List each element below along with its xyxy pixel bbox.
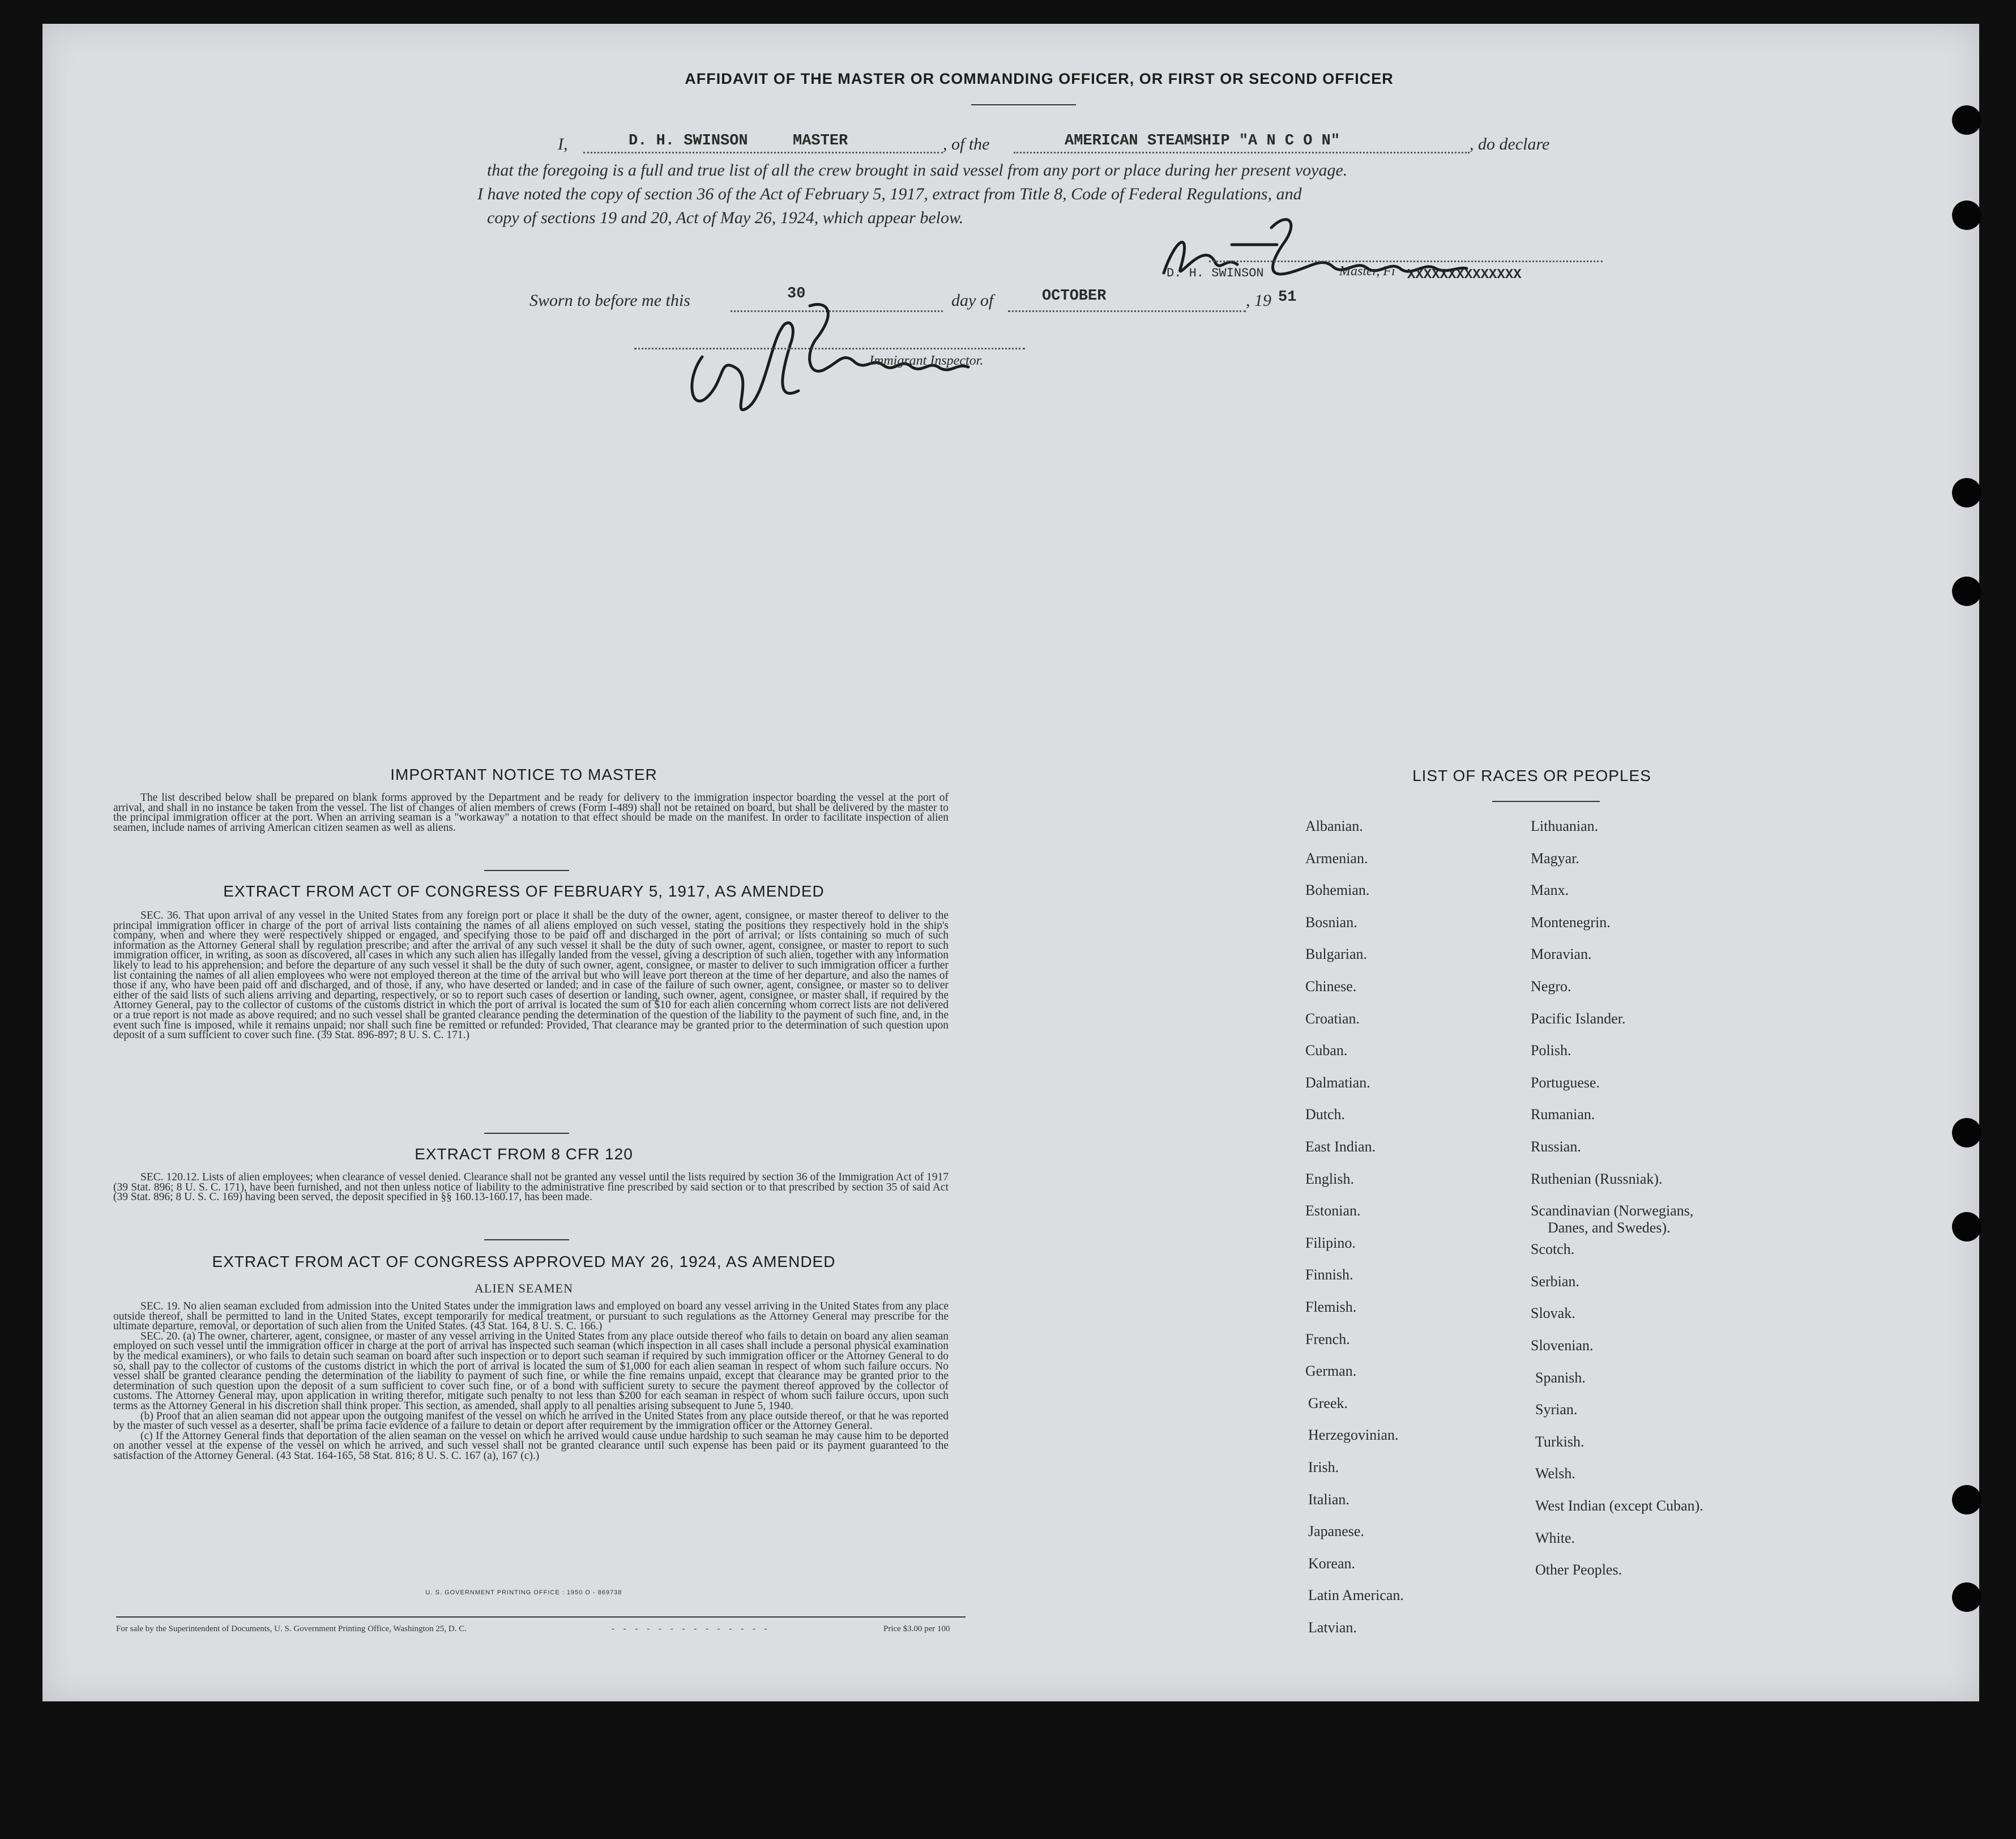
race-entry: Other Peoples. (1535, 1561, 1622, 1578)
inspector-label: Immigrant Inspector. (869, 353, 984, 368)
affidavit-line-4: copy of sections 19 and 20, Act of May 26, 1924, which appear below. (487, 208, 964, 227)
master-signature-line (1209, 261, 1603, 262)
race-entry: Armenian. (1305, 850, 1368, 867)
do-declare-text: , do declare (1470, 135, 1550, 153)
punch-hole (1952, 105, 1981, 135)
race-entry: English. (1305, 1171, 1354, 1187)
race-entry: Dutch. (1305, 1106, 1346, 1123)
race-entry: Greek. (1308, 1395, 1348, 1411)
punch-hole (1952, 577, 1981, 606)
year-suffix: 51 (1278, 289, 1297, 306)
name-blank (583, 152, 943, 153)
race-entry: Moravian. (1531, 946, 1592, 962)
sec-19-paragraph: SEC. 19. No alien seaman excluded from admission into the United States under the immigration laws and employed on board any vessel arriving in the United States from any place outside thereof, shall be permitted to land in the United States, except temporarily for medical treatment, or pursuant to such regulations as the Attorney General may prescribe for the ultimate departure, removal, or deportation of such alien from the United States. (43 Stat. 164, 8 U. S. C. 166.) (113, 1300, 949, 1333)
race-entry: Slovak. (1531, 1305, 1575, 1321)
affidavit-line-1 (487, 135, 1605, 159)
punch-hole (1952, 1118, 1981, 1147)
race-entry: German. (1305, 1363, 1357, 1379)
title-rule (971, 104, 1076, 105)
signer-name: D. H. SWINSON (1167, 266, 1264, 280)
race-entry: Finnish. (1305, 1266, 1353, 1283)
master-rank: MASTER (793, 133, 848, 150)
race-entry: Albanian. (1305, 818, 1363, 834)
race-entry: Spanish. (1535, 1369, 1586, 1386)
race-entry: Ruthenian (Russniak). (1531, 1171, 1663, 1187)
of-the-text: , of the (943, 135, 990, 153)
printing-office-note: U. S. GOVERNMENT PRINTING OFFICE : 1950 O - 869738 (425, 1589, 622, 1596)
race-entry: Herzegovinian. (1308, 1427, 1399, 1443)
race-entry: Bulgarian. (1305, 946, 1368, 962)
affidavit-line-3: I have noted the copy of section 36 of the Act of February 5, 1917, extract from Title 8, Code of Federal Regulations, and (477, 185, 1302, 203)
footer-sale-note: For sale by the Superintendent of Documents, U. S. Government Printing Office, Washington 25, D. C. (116, 1624, 467, 1633)
struck-officer-title: XXXXXXXXXXXXXX (1407, 267, 1522, 283)
race-entry: Polish. (1531, 1042, 1571, 1059)
race-entry: Italian. (1308, 1491, 1349, 1508)
race-entry: East Indian. (1305, 1138, 1376, 1155)
race-entry: Danes, and Swedes). (1548, 1219, 1671, 1236)
sec-20b-paragraph: (b) Proof that an alien seaman did not appear upon the outgoing manifest of the vessel on which he arrived in the United States from any place outside thereof, or that he was reported by the master of such vessel as a deserter, shall be prima facie evidence of a failure to detain or deport after requirement by the immigration officer or the Attorney General. (113, 1410, 949, 1432)
sworn-prefix: Sworn to before me this (529, 291, 690, 310)
extract-1924-subtitle: ALIEN SEAMEN (475, 1281, 573, 1295)
race-entry: Scotch. (1531, 1241, 1575, 1257)
sec-20a-paragraph: SEC. 20. (a) The owner, charterer, agent, consignee, or master of any vessel arriving in the United States from any place outside thereof who fails to detain on board any alien seaman employed on such vessel until the immigration officer in charge at the port of arrival has inspected such seaman (which inspection in all cases shall include a personal physical examination by the medical examiners), or who fails to detain such seaman on board after such inspection or to deport such seaman if required by such immigration officer or the Attorney General to do so, shall pay to the collector of customs of the customs district in which the port of arrival is located the sum of $1,000 for each alien seaman in respect of whom such failure occurs. No vessel shall be granted clearance pending the determination of the liability to payment of such fine, or while the fine remains unpaid, except that clearance may be granted prior to the determination of such question upon the deposit of a sum sufficient to cover such fine, or of a bond with sufficient surety to secure the payment thereof approved by the collector of customs. The Attorney General may, upon application in writing therefor, mitigate such penalty to not less than $200 for each seaman in respect of whom such failure occurs, upon such terms as the Attorney General in his discretion shall think proper. This section, as amended, shall apply to all penalties arising subsequent to June 5, 1940. (113, 1330, 949, 1412)
race-entry: Latvian. (1308, 1619, 1357, 1636)
intro-text: I, (558, 135, 568, 153)
extract-1917-text (113, 911, 949, 1040)
vessel-blank (1014, 152, 1470, 153)
sec-20c-paragraph: (c) If the Attorney General finds that deportation of the alien seaman on the vessel on which he arrived would cause undue hardship to such seaman he may cause him to be deported on another vessel at the expense of the vessel on which he arrived, and such vessel shall not be granted clearance until such expense has been paid or its payment guaranteed to the satisfaction of the Attorney General. (43 Stat. 164-165, 58 Stat. 816; 8 U. S. C. 167 (a), 167 (c).) (113, 1430, 949, 1462)
document-page (42, 24, 1979, 1701)
race-entry: Welsh. (1535, 1465, 1575, 1482)
master-name: D. H. SWINSON (629, 133, 748, 150)
race-entry: Magyar. (1531, 850, 1579, 867)
race-entry: Russian. (1531, 1138, 1581, 1155)
race-entry: Korean. (1308, 1555, 1356, 1572)
inspector-signature-line (634, 348, 1025, 349)
races-rule (1492, 801, 1600, 802)
punch-hole (1952, 1212, 1981, 1241)
extract-1924-text (113, 1302, 949, 1461)
race-entry: Cuban. (1305, 1042, 1348, 1059)
race-entry: Flemish. (1305, 1299, 1357, 1315)
sworn-day: 30 (787, 285, 806, 302)
footer-rule (116, 1616, 966, 1618)
race-entry: Estonian. (1305, 1202, 1361, 1219)
race-entry: Serbian. (1531, 1273, 1579, 1290)
year-prefix: , 19 (1246, 291, 1271, 310)
punch-hole (1952, 478, 1981, 507)
extract-1917-title: EXTRACT FROM ACT OF CONGRESS OF FEBRUARY 5, 1917, AS AMENDED (223, 882, 825, 900)
race-entry: Japanese. (1308, 1523, 1364, 1539)
extract-1924-title: EXTRACT FROM ACT OF CONGRESS APPROVED MAY 26, 1924, AS AMENDED (212, 1253, 836, 1270)
race-entry: Syrian. (1535, 1401, 1578, 1418)
race-entry: Montenegrin. (1531, 914, 1611, 931)
sec-120-paragraph: SEC. 120.12. Lists of alien employees; when clearance of vessel denied. Clearance shall not be granted any vessel until the lists required by section 36 of the Immigration Act of 1917 (39 Stat. 896; 8 U. S. C. 171), have been furnished, and not then unless notice of liability to the administrative fine prescribed by said section or to that prescribed by section 35 of said Act (39 Stat. 896; 8 U. S. C. 169) having been served, the deposit specified in §§ 160.13-160.17, has been made. (113, 1171, 949, 1204)
race-entry: Pacific Islander. (1531, 1010, 1626, 1027)
race-entry: Croatian. (1305, 1010, 1360, 1027)
punch-hole (1952, 1485, 1981, 1514)
section-rule (484, 870, 569, 871)
notice-text (113, 793, 949, 833)
race-entry: Portuguese. (1531, 1074, 1600, 1091)
races-title: LIST OF RACES OR PEOPLES (1412, 767, 1651, 784)
race-entry: Chinese. (1305, 978, 1357, 995)
race-entry: Rumanian. (1531, 1106, 1595, 1123)
race-entry: Turkish. (1535, 1433, 1584, 1450)
vessel-name: AMERICAN STEAMSHIP "A N C O N" (1065, 133, 1340, 150)
affidavit-line-2: that the foregoing is a full and true list of all the crew brought in said vessel from any port or place during her present voyage. (487, 161, 1348, 180)
race-entry: Scandinavian (Norwegians, (1531, 1202, 1694, 1219)
section-rule (484, 1133, 569, 1134)
notice-paragraph: The list described below shall be prepared on blank forms approved by the Department and be ready for delivery to the immigration inspector boarding the vessel at the port of arrival, and shall in no instance be taken from the vessel. The list of changes of alien members of crews (Form I-489) shall not be retained on board, but shall be delivered by the master to the principal immigration officer at the port. When an arriving seaman is a "workaway" a notation to that effect should be made on the manifest. In order to facilitate inspection of alien seamen, include names of arriving American citizen seamen as well as aliens. (113, 792, 949, 834)
race-entry: White. (1535, 1530, 1575, 1546)
race-entry: Latin American. (1308, 1587, 1404, 1603)
signer-role: Master, Fi (1339, 264, 1395, 279)
footer-price: Price $3.00 per 100 (883, 1624, 950, 1633)
sec-36-paragraph: SEC. 36. That upon arrival of any vessel in the United States from any foreign port or place it shall be the duty of the owner, agent, consignee, or master thereof to deliver to the principal immigration officer in charge of the port of arrival lists containing the names of all aliens employed on such vessel, stating the positions they respectively hold in the ship's company, when and where they were respectively shipped or engaged, and specifying those to be paid off and discharged in the port of arrival; or lists containing so much of such information as the Attorney General shall by regulation prescribe; and after the arrival of any such vessel it shall be the duty of such owner, agent, consignee, or master to report to such immigration officer, in writing, as soon as discovered, all cases in which any such alien has illegally landed from the vessel, giving a description of such alien, together with any information likely to lead to his apprehension; and before the departure of any such vessel it shall be the duty of such owner, agent, consignee, or master to deliver to such immigration officer a further list containing the names of all alien employees who were not employed thereon at the time of the arrival but who will leave port thereon at the time of her departure, and also the names of those if any, who have been paid off and discharged, and of those, if any, who have deserted or landed; and in case of the failure of such owner, agent, consignee, or master so to deliver either of the said lists of such aliens arriving and departing, respectively, or so to report such cases of desertion or landing, such owner, agent, consignee, or master shall, if required by the Attorney General, pay to the collector of customs of the customs district in which the port of arrival is located the sum of $10 for each alien concerning whom correct lists are not delivered or a true report is not made as above required; and no such vessel shall be granted clearance pending the determination of the question of the liability to the payment of such fine, and, in the event such fine is imposed, while it remains unpaid; nor shall such fine be remitted or refunded: Provided, That clearance may be granted prior to the determination of such question upon deposit of a sum sufficient to cover such fine. (39 Stat. 896-897; 8 U. S. C. 171.) (113, 910, 949, 1042)
day-of-text: day of (951, 291, 994, 310)
race-entry: Bosnian. (1305, 914, 1357, 931)
extract-cfr-title: EXTRACT FROM 8 CFR 120 (415, 1145, 633, 1163)
punch-hole (1952, 1582, 1981, 1612)
race-entry: Irish. (1308, 1459, 1339, 1475)
race-entry: French. (1305, 1331, 1350, 1347)
race-entry: Dalmatian. (1305, 1074, 1370, 1091)
race-entry: Lithuanian. (1531, 818, 1599, 834)
race-entry: Slovenian. (1531, 1337, 1594, 1354)
month-blank (1008, 310, 1246, 312)
footer-dashes: - - - - - - - - - - - - - - (612, 1624, 771, 1633)
race-entry: Bohemian. (1305, 882, 1370, 898)
race-entry: Filipino. (1305, 1235, 1356, 1251)
sworn-month: OCTOBER (1042, 288, 1107, 305)
affidavit-title: AFFIDAVIT OF THE MASTER OR COMMANDING OFFICER, OR FIRST OR SECOND OFFICER (685, 70, 1394, 87)
notice-title: IMPORTANT NOTICE TO MASTER (390, 766, 657, 783)
race-entry: Manx. (1531, 882, 1569, 898)
extract-cfr-text (113, 1172, 949, 1202)
punch-hole (1952, 200, 1981, 230)
race-entry: Negro. (1531, 978, 1571, 995)
race-entry: West Indian (except Cuban). (1535, 1497, 1703, 1514)
section-rule (484, 1239, 569, 1240)
